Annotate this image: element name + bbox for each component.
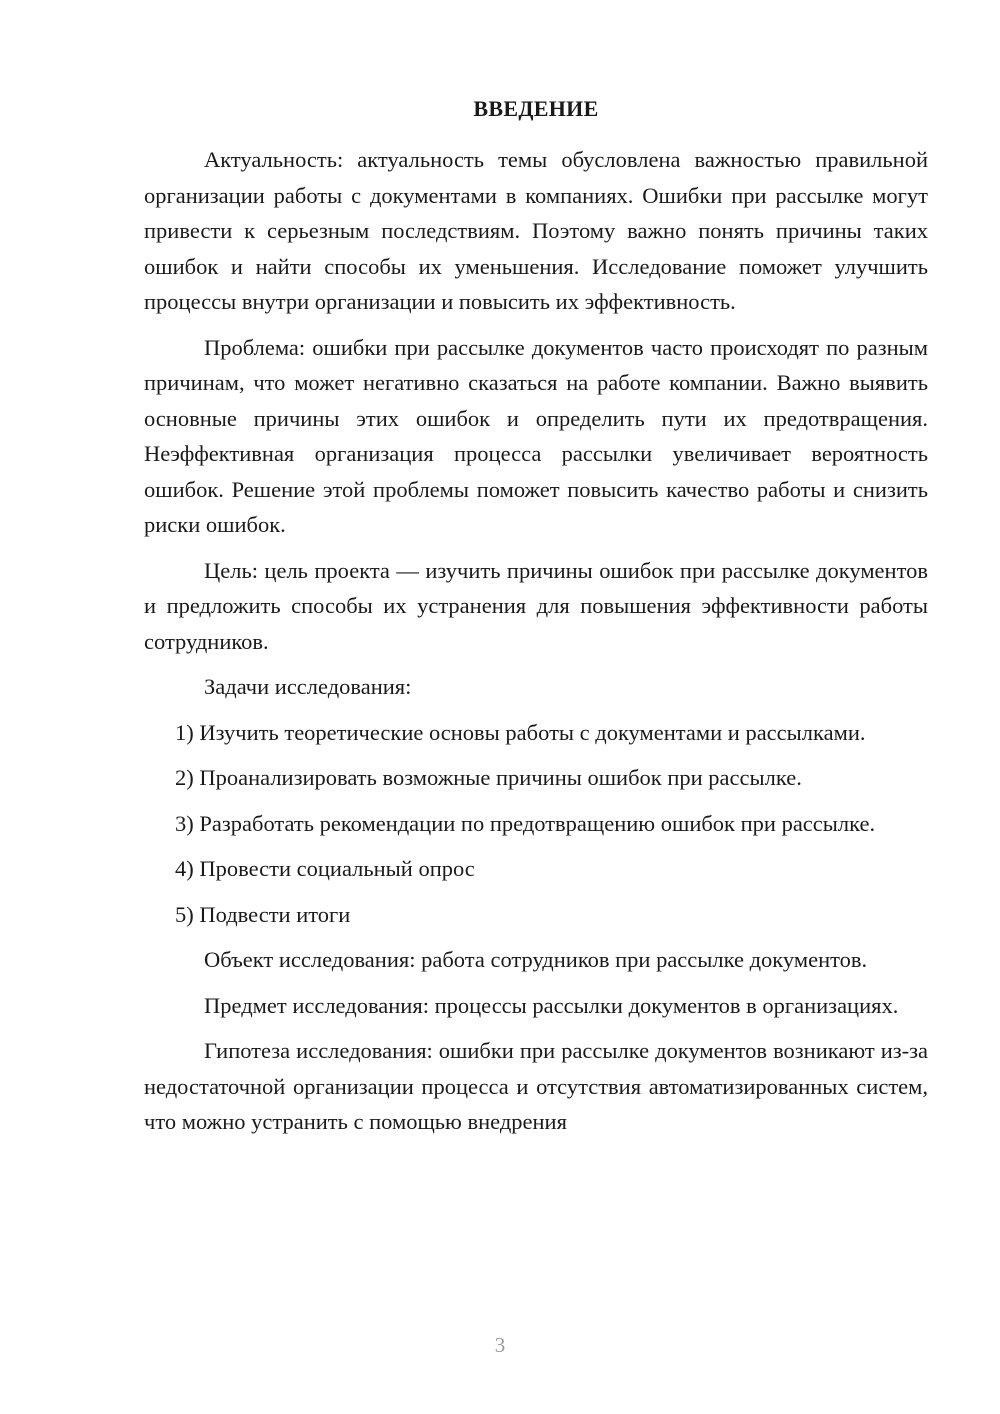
page-number: 3 (494, 1333, 506, 1357)
task-item: 3) Разработать рекомендации по предотвращению ошибок при рассылке. (175, 810, 876, 836)
task-item: 4) Провести социальный опрос (175, 856, 475, 881)
paragraph-subject: Предмет исследования: процессы рассылки документов в организациях. (204, 992, 899, 1018)
paragraph-goal: Цель: цель проекта — изучить причины ошибок при рассылке документов и предложить способы их устранения для повышения эффективности работы сотрудников. (144, 557, 928, 654)
paragraph-hypothesis: Гипотеза исследования: ошибки при рассылке документов возникают из-за недостаточной организации процесса и отсутствия автоматизированных систем, что можно устранить с помощью внедрения (144, 1038, 928, 1134)
section-title: ВВЕДЕНИЕ (473, 96, 599, 121)
paragraph-object: Объект исследования: работа сотрудников при рассылке документов. (204, 947, 868, 972)
paragraph-problem: Проблема: ошибки при рассылке документов часто происходят по разным причинам, что может негативно сказаться на работе компании. Важно выявить основные причины этих ошибок и определить пути их предотвращения. Неэффективная организация процесса рассылки увеличивает вероятность ошибок. Решение этой проблемы поможет повысить качество работы и снизить риски ошибок. (144, 334, 928, 537)
task-item: 2) Проанализировать возможные причины ошибок при рассылке. (175, 765, 802, 790)
tasks-heading: Задачи исследования: (204, 674, 412, 699)
task-item: 5) Подвести итоги (175, 901, 351, 927)
task-item: 1) Изучить теоретические основы работы с документами и рассылками. (175, 719, 866, 745)
paragraph-relevance: Актуальность: актуальность темы обусловлена важностью правильной организации работы с документами в компаниях. Ошибки при рассылке могут привести к серьезным последствиям. Поэтому важно понять причины таких ошибок и найти способы их уменьшения. Исследование поможет улучшить процессы внутри организации и повысить их эффективность. (144, 147, 928, 314)
document-body (144, 142, 928, 1150)
